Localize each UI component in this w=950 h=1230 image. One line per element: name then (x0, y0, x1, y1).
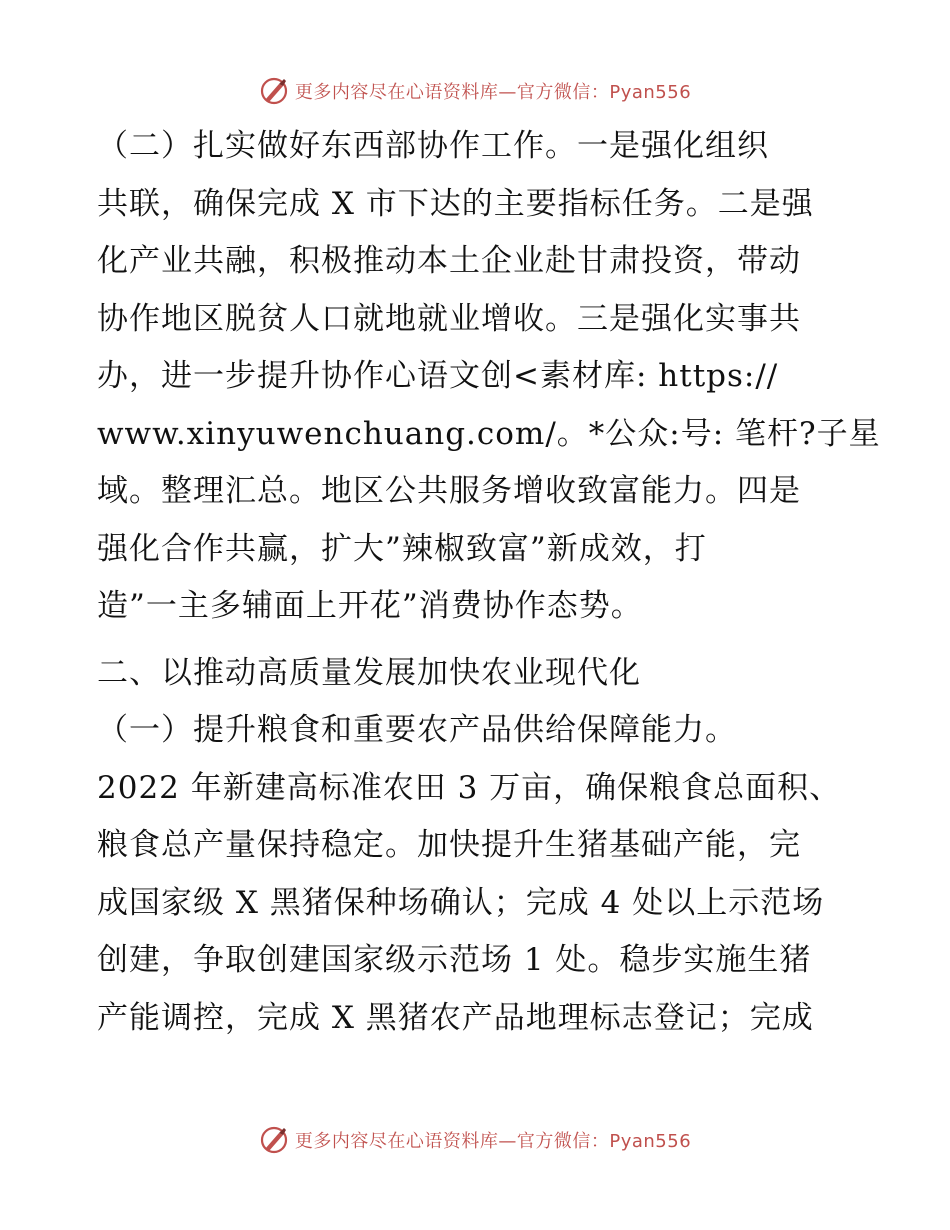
text-line: 域。整理汇总。地区公共服务增收致富能力。四是 (97, 473, 801, 509)
paragraph-grain-supply (97, 702, 857, 1047)
text-line: （二）扎实做好东西部协作工作。一是强化组织 (97, 128, 769, 164)
text-line: 造”一主多辅面上开花”消费协作态势。 (97, 588, 643, 624)
text-line: 协作地区脱贫人口就地就业增收。三是强化实事共 (97, 300, 801, 337)
site-text: 更多内容尽在心语资料库 (294, 82, 499, 103)
pen-feather-logo-icon (259, 1125, 289, 1155)
header-watermark-banner (0, 74, 950, 108)
text-line: 产能调控，完成 X 黑猪农产品地理标志登记；完成 (97, 999, 814, 1036)
footer-watermark-banner (0, 1123, 950, 1157)
separator: — (498, 1131, 517, 1152)
wechat-id: Pyan556 (609, 1131, 692, 1152)
pen-feather-logo-icon (259, 76, 289, 106)
watermark-text (295, 1127, 691, 1153)
wechat-label: 官方微信： (516, 1131, 610, 1152)
wechat-id: Pyan556 (609, 82, 692, 103)
text-line: 粮食总产量保持稳定。加快提升生猪基础产能，完 (97, 827, 801, 863)
text-line: 创建，争取创建国家级示范场 1 处。稳步实施生猪 (97, 942, 812, 978)
section-heading: 二、以推动高质量发展加快农业现代化 (97, 654, 641, 691)
text-line: 办，进一步提升协作心语文创<素材库: https:// (97, 358, 779, 394)
wechat-label: 官方微信： (516, 82, 610, 103)
text-line: 2022 年新建高标准农田 3 万亩，确保粮食总面积、 (97, 769, 842, 806)
text-line: 强化合作共赢，扩大”辣椒致富”新成效，打 (97, 530, 707, 567)
text-line: （一）提升粮食和重要农产品供给保障能力。 (97, 712, 737, 748)
text-line: www.xinyuwenchuang.com/。*公众:号: 笔杆?子星 (97, 415, 881, 452)
site-text: 更多内容尽在心语资料库 (294, 1131, 499, 1152)
paragraph-east-west-cooperation (97, 118, 881, 636)
separator: — (498, 82, 517, 103)
text-line: 共联，确保完成 X 市下达的主要指标任务。二是强 (97, 185, 814, 222)
text-line: 化产业共融，积极推动本土企业赴甘肃投资，带动 (97, 243, 801, 279)
text-line: 成国家级 X 黑猪保种场确认；完成 4 处以上示范场 (97, 884, 825, 921)
watermark-text (295, 78, 691, 104)
body-text (97, 118, 881, 1047)
